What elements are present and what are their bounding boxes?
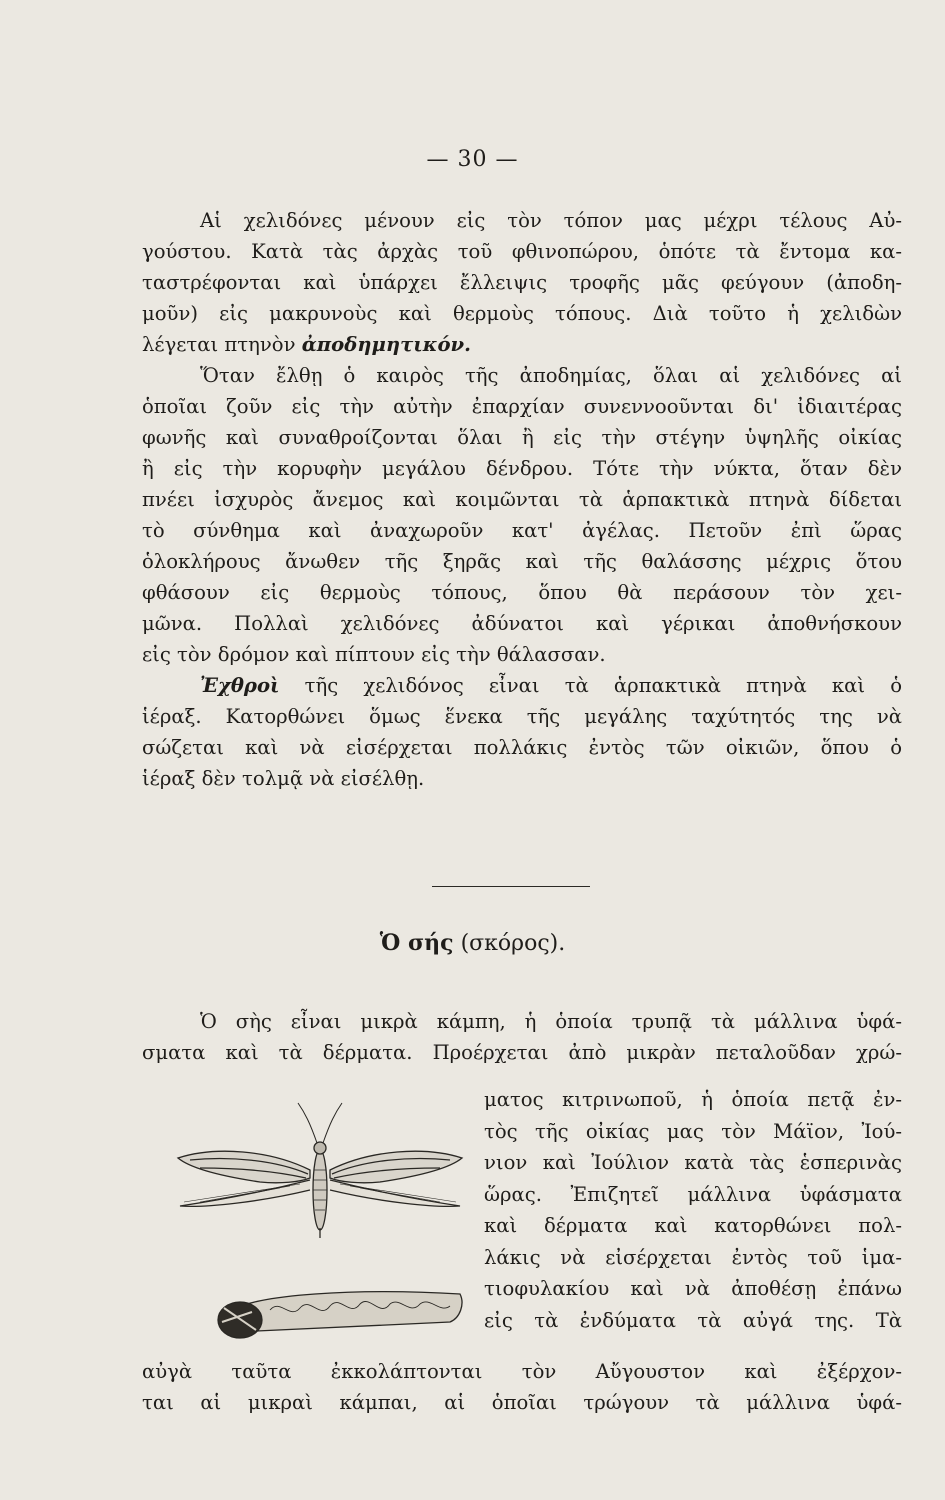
paragraph-moth-wrapped (484, 1084, 902, 1336)
text-line: ἱέραξ δὲν τολμᾷ νὰ εἰσέλθῃ. (142, 767, 425, 790)
paragraph-moth-end (142, 1356, 902, 1418)
text-fragment: λέγεται πτηνὸν (142, 333, 302, 356)
section-title (0, 930, 945, 956)
text-line: μοῦν) εἰς μακρυνοὺς καὶ θερμοὺς τόπους. Διὰ τοῦτο ἡ χελιδὼν (142, 302, 902, 325)
paragraph-moth-intro (142, 1006, 902, 1068)
bold-term: ἀποδημητικόν. (301, 333, 471, 356)
bold-term: Ἐχθροὶ (200, 674, 280, 697)
text-line: σώζεται καὶ νὰ εἰσέρχεται πολλάκις ἐντὸς τῶν οἰκιῶν, ὅπου ὁ (142, 736, 902, 759)
text-line: ὁλοκλήρους ἄνωθεν τῆς ξηρᾶς καὶ τῆς θαλάσσης μέχρις ὅτου (142, 550, 902, 573)
text-line: ἢ εἰς τὴν κορυφὴν μεγάλου δένδρου. Τότε τὴν νύκτα, ὅταν δὲν (142, 457, 902, 480)
section-title-bold: Ὁ σής (379, 930, 454, 956)
text-line: φθάσουν εἰς θερμοὺς τόπους, ὅπου θὰ περάσουν τὸν χει- (142, 581, 902, 604)
text-line: Αἱ χελιδόνες μένουν εἰς τὸν τόπον μας μέχρι τέλους Αὐ- (200, 209, 902, 232)
page-number: — 30 — (426, 147, 519, 172)
text-line: ματος κιτρινωποῦ, ἡ ὁποία πετᾷ ἐν- (484, 1088, 902, 1111)
text-line: σματα καὶ τὰ δέρματα. Προέρχεται ἀπὸ μικρὰν πεταλοῦδαν χρώ- (142, 1041, 902, 1064)
text-line (142, 329, 902, 360)
text-line: αὐγὰ ταῦτα ἐκκολάπτονται τὸν Αὔγουστον καὶ ἐξέρχον- (142, 1360, 902, 1383)
text-line: τὸς τῆς οἰκίας μας τὸν Μάϊον, Ἰού- (484, 1119, 902, 1143)
text-line: εἰς τὰ ἐνδύματα τὰ αὐγά της. Τὰ (484, 1308, 902, 1332)
text-line: πνέει ἰσχυρὸς ἄνεμος καὶ κοιμῶνται τὰ ἁρπακτικὰ πτηνὰ δίδεται (142, 488, 902, 511)
text-line: ὁποῖαι ζοῦν εἰς τὴν αὐτὴν ἐπαρχίαν συνεννοοῦνται δι' ἰδιαιτέρας (142, 395, 902, 418)
paragraph-swallows-migration (142, 205, 902, 794)
text-line: ται αἱ μικραὶ κάμπαι, αἱ ὁποῖαι τρώγουν τὰ μάλλινα ὑφά- (142, 1391, 902, 1414)
section-divider (432, 886, 590, 887)
text-line: καὶ δέρματα καὶ κατορθώνει πολ- (484, 1214, 902, 1237)
text-line: ταστρέφονται καὶ ὑπάρχει ἔλλειψις τροφῆς μᾶς φεύγουν (ἀποδη- (142, 271, 902, 294)
text-line: ὥρας. Ἐπιζητεῖ μάλλινα ὑφάσματα (484, 1182, 902, 1206)
moth-figure (178, 1103, 462, 1238)
text-line: Ὁ σὴς εἶναι μικρὰ κάμπη, ἡ ὁποία τρυπᾷ τὰ μάλλινα ὑφά- (200, 1010, 902, 1033)
section-title-subtitle: (σκόρος). (453, 931, 566, 956)
text-line: γούστου. Κατὰ τὰς ἀρχὰς τοῦ φθινοπώρου, ὁπότε τὰ ἔντομα κα- (142, 240, 902, 263)
moth-illustration (160, 1098, 480, 1348)
text-line: μῶνα. Πολλαὶ χελιδόνες ἀδύνατοι καὶ γέρικαι ἀποθνήσκουν (142, 612, 902, 635)
text-line: τιοφυλακίου καὶ νὰ ἀποθέσῃ ἐπάνω (484, 1277, 902, 1300)
text-fragment: τῆς χελιδόνος εἶναι τὰ ἁρπακτικὰ πτηνὰ καὶ ὁ (279, 674, 902, 697)
text-line: εἰς τὸν δρόμον καὶ πίπτουν εἰς τὴν θάλασσαν. (142, 643, 606, 666)
larva-case-figure (218, 1292, 462, 1338)
text-line (142, 670, 902, 701)
text-line: τὸ σύνθημα καὶ ἀναχωροῦν κατ' ἀγέλας. Πετοῦν ἐπὶ ὥρας (142, 519, 902, 542)
text-line: λάκις νὰ εἰσέρχεται ἐντὸς τοῦ ἱμα- (484, 1245, 902, 1269)
text-line: νιον καὶ Ἰούλιον κατὰ τὰς ἑσπερινὰς (484, 1151, 902, 1174)
text-line: φωνῆς καὶ συναθροίζονται ὅλαι ἢ εἰς τὴν στέγην ὑψηλῆς οἰκίας (142, 426, 902, 449)
text-line: Ὅταν ἔλθῃ ὁ καιρὸς τῆς ἀποδημίας, ὅλαι αἱ χελιδόνες αἱ (200, 364, 902, 387)
text-line: ἱέραξ. Κατορθώνει ὅμως ἕνεκα τῆς μεγάλης ταχύτητός της νὰ (142, 705, 902, 728)
